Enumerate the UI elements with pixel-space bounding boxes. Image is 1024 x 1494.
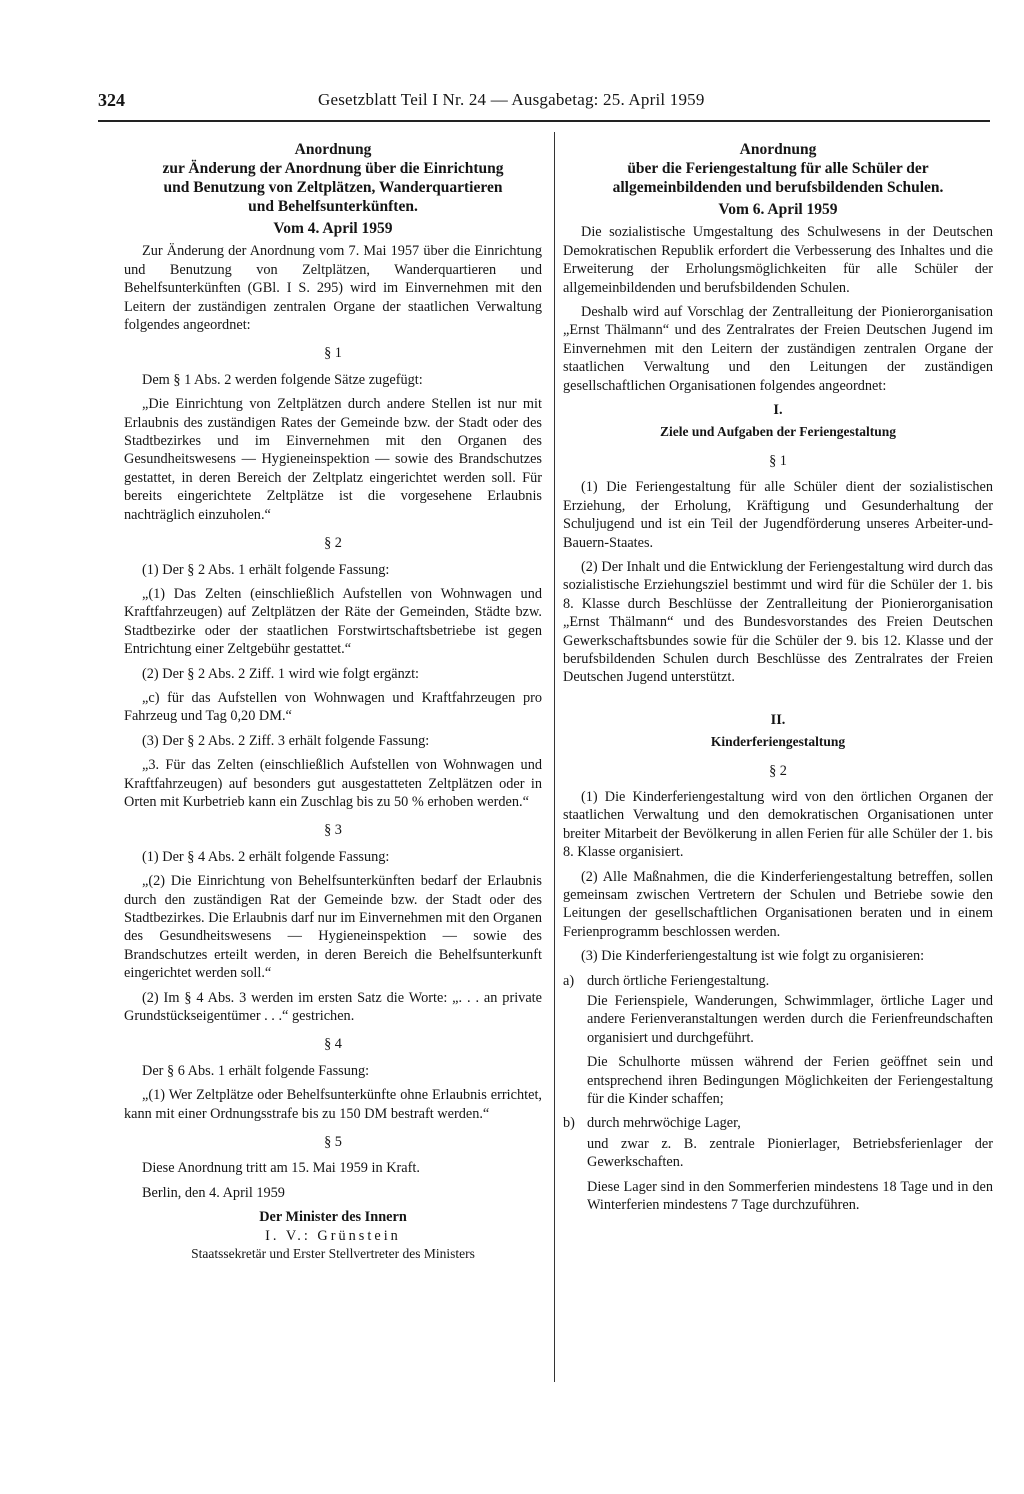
list-text: durch mehrwöchige Lager, bbox=[587, 1115, 741, 1132]
section-sign: § 2 bbox=[769, 762, 787, 779]
section-sign: § 5 bbox=[324, 1134, 342, 1151]
left-date: Vom 4. April 1959 bbox=[273, 220, 393, 237]
part-number: II. bbox=[770, 711, 786, 728]
paragraph: (3) Der § 2 Abs. 2 Ziff. 3 erhält folgende Fassung: bbox=[142, 732, 430, 749]
left-heading-line: und Benutzung von Zeltplätzen, Wanderquartieren bbox=[163, 179, 503, 196]
left-heading-line: und Behelfsunterkünften. bbox=[248, 198, 418, 215]
gazette-title: Gesetzblatt Teil I Nr. 24 — Ausgabetag: 25. April 1959 bbox=[318, 90, 705, 109]
right-heading-line: allgemeinbildenden und berufsbildenden Schulen. bbox=[612, 179, 944, 196]
list-item bbox=[563, 972, 993, 990]
paragraph: (1) Der § 2 Abs. 1 erhält folgende Fassung: bbox=[142, 561, 390, 578]
right-heading-line: über die Feriengestaltung für alle Schüler der bbox=[627, 160, 929, 177]
left-column bbox=[124, 140, 542, 1264]
section-sign: § 1 bbox=[769, 452, 787, 469]
section-sign: § 4 bbox=[324, 1036, 342, 1053]
page-number: 324 bbox=[98, 90, 125, 110]
paragraph: (1) Die Feriengestaltung für alle Schüler dient der sozialistischen Erziehung, der Erholung, Kräftigung und Gesunderhaltung der Schuljugend und ist ein Teil der Jugendförderung unseres Arbeiter-und-Bauern-Staates. bbox=[563, 479, 993, 551]
list-subparagraph: Die Schulhorte müssen während der Ferien geöffnet sein und entsprechend ihren Bedingungen Möglichkeiten der Feriengestaltung für die Kinder schaffen; bbox=[587, 1054, 993, 1108]
right-column bbox=[563, 140, 993, 1221]
paragraph: Der § 6 Abs. 1 erhält folgende Fassung: bbox=[142, 1062, 370, 1079]
signer-role: Staatssekretär und Erster Stellvertreter des Ministers bbox=[191, 1246, 475, 1262]
column-divider bbox=[554, 132, 555, 1382]
paragraph: (1) Der § 4 Abs. 2 erhält folgende Fassung: bbox=[142, 848, 390, 865]
right-heading-line: Anordnung bbox=[739, 141, 817, 158]
left-heading-line: zur Änderung der Anordnung über die Einrichtung bbox=[162, 160, 504, 177]
list-text: durch örtliche Feriengestaltung. bbox=[587, 972, 770, 989]
list-subparagraph: und zwar z. B. zentrale Pionierlager, Betriebsferienlager der Gewerkschaften. bbox=[587, 1135, 993, 1171]
quoted-paragraph: „c) für das Aufstellen von Wohnwagen und Kraftfahrzeugen pro Fahrzeug und Tag 0,20 DM.“ bbox=[124, 689, 542, 725]
quoted-paragraph: „(1) Das Zelten (einschließlich Aufstellen von Wohnwagen und Kraftfahrzeugen) auf Zeltplätzen der Räte der Gemeinden, Städte bzw. Stadtbezirke oder der staatlichen Forstwirtschaftsbetriebe ist gegen Entrichtung einer Zeltgebühr gestattet.“ bbox=[124, 585, 542, 658]
paragraph: (2) Im § 4 Abs. 3 werden im ersten Satz die Worte: „. . . an private Grundstückseigentümer . . .“ gestrichen. bbox=[124, 989, 542, 1025]
right-date: Vom 6. April 1959 bbox=[718, 201, 838, 218]
paragraph: Die sozialistische Umgestaltung des Schulwesens in der Deutschen Demokratischen Republik erfordert die Verbesserung des Inhaltes und die Erweiterung der Erholungsmöglichkeiten für alle Schüler der allgemeinbildenden und berufsbildenden Schulen. bbox=[563, 224, 993, 296]
left-intro: Zur Änderung der Anordnung vom 7. Mai 1957 über die Einrichtung und Benutzung von Zeltplätzen, Wanderquartieren und Behelfsunterkünften (GBl. I S. 295) wird im Einvernehmen mit den Leitern der zuständigen zentralen Organe der staatlichen Verwaltung folgendes angeordnet: bbox=[124, 243, 542, 334]
list-label: a) bbox=[563, 972, 575, 989]
place-date: Berlin, den 4. April 1959 bbox=[142, 1184, 285, 1201]
part-title: Ziele und Aufgaben der Feriengestaltung bbox=[659, 424, 896, 440]
left-heading-line: Anordnung bbox=[294, 141, 372, 158]
part-number: I. bbox=[773, 402, 783, 419]
part-title: Kinderferiengestaltung bbox=[710, 734, 846, 750]
section-sign: § 1 bbox=[324, 345, 342, 362]
paragraph: (1) Die Kinderferiengestaltung wird von den örtlichen Organen der staatlichen Verwaltung und den demokratischen Organisationen unter breiter Mitarbeit der Bevölkerung in allen Ferien für alle Schüler der 1. bis 8. Klasse organisiert. bbox=[563, 788, 993, 861]
list-subparagraph: Diese Lager sind in den Sommerferien mindestens 18 Tage und in den Winterferien mindestens 7 Tage durchzuführen. bbox=[587, 1178, 993, 1214]
paragraph: Dem § 1 Abs. 2 werden folgende Sätze zugefügt: bbox=[142, 371, 423, 388]
quoted-paragraph: „(2) Die Einrichtung von Behelfsunterkünften bedarf der Erlaubnis durch den zuständigen Rat der Gemeinde bzw. der Stadt oder des Stadtbezirkes. Die Erlaubnis darf nur im Einvernehmen mit den Organen des Gesundheitswesens — Hygieneinspektion — sowie des Brandschutzes erteilt werden, in deren Bereich die Behelfsunterkunft eingerichtet werden soll.“ bbox=[124, 873, 542, 982]
section-sign: § 2 bbox=[324, 535, 342, 552]
section-sign: § 3 bbox=[324, 822, 342, 839]
paragraph: Diese Anordnung tritt am 15. Mai 1959 in Kraft. bbox=[142, 1160, 420, 1177]
page-header bbox=[98, 90, 990, 122]
paragraph: (3) Die Kinderferiengestaltung ist wie folgt zu organisieren: bbox=[581, 948, 925, 965]
signer-name: I. V.: Grünstein bbox=[265, 1227, 401, 1244]
list-item bbox=[563, 1114, 993, 1132]
minister-title: Der Minister des Innern bbox=[259, 1209, 407, 1226]
list-subparagraph: Die Ferienspiele, Wanderungen, Schwimmlager, örtliche Lager und andere Ferienveranstaltungen werden durch die Ferienfreundschaften organisiert und durchgeführt. bbox=[587, 993, 993, 1046]
quoted-paragraph: „(1) Wer Zeltplätze oder Behelfsunterkünfte ohne Erlaubnis errichtet, kann mit einer Ordnungsstrafe bis zu 150 DM bestraft werden.“ bbox=[124, 1087, 542, 1122]
paragraph: (2) Der § 2 Abs. 2 Ziff. 1 wird wie folgt ergänzt: bbox=[142, 665, 420, 682]
quoted-paragraph: „3. Für das Zelten (einschließlich Aufstellen von Wohnwagen und Kraftfahrzeugen) auf besonders gut ausgestatteten Zeltplätzen oder in Orten mit Kurbetrieb kann ein Zuschlag bis zu 50 % erhoben werden.“ bbox=[124, 757, 542, 810]
paragraph: (2) Der Inhalt und die Entwicklung der Feriengestaltung wird durch das sozialistische Erziehungsziel bestimmt und wird für die Schüler der 1. bis 8. Klasse durch Beschlüsse der Zentralleitung der Pionierorganisation „Ernst Thälmann“ und des Bundesvorstandes des Freien Deutschen Gewerkschaftsbundes sowie für die Schüler der 9. bis 12. Klasse und der berufsbildenden Schulen durch Beschlüsse des Zentralrates der Freien Deutschen Jugend unterstützt. bbox=[563, 558, 993, 686]
list-label: b) bbox=[563, 1115, 575, 1132]
paragraph: Deshalb wird auf Vorschlag der Zentralleitung der Pionierorganisation „Ernst Thälmann“ und des Zentralrates der Freien Deutschen Jugend im Einvernehmen mit den Leitern der zuständigen zentralen Organe der staatlichen Verwaltung und den Leitungen der zuständigen gesellschaftlichen Organisationen folgendes angeordnet: bbox=[563, 304, 993, 394]
paragraph: (2) Alle Maßnahmen, die die Kinderferiengestaltung betreffen, sollen gemeinsam zwischen Vertretern der Schulen und Betriebe sowie den Leitungen der gesellschaftlichen Organisationen beraten und in einem Ferienprogramm beschlossen werden. bbox=[563, 868, 993, 940]
quoted-paragraph: „Die Einrichtung von Zeltplätzen durch andere Stellen ist nur mit Erlaubnis des zuständigen Rates der Gemeinde bzw. der Stadt oder des Stadtbezirkes und im Einvernehmen mit den Organen des Gesundheitswesens — Hygieneinspektion — sowie des Brandschutzes gestattet, in deren Bereich der Zeltplatz eingerichtet werden soll. Für bereits eingerichtete Zeltplätze ist die vorgesehene Erlaubnis nachträglich einzuholen.“ bbox=[124, 396, 542, 523]
